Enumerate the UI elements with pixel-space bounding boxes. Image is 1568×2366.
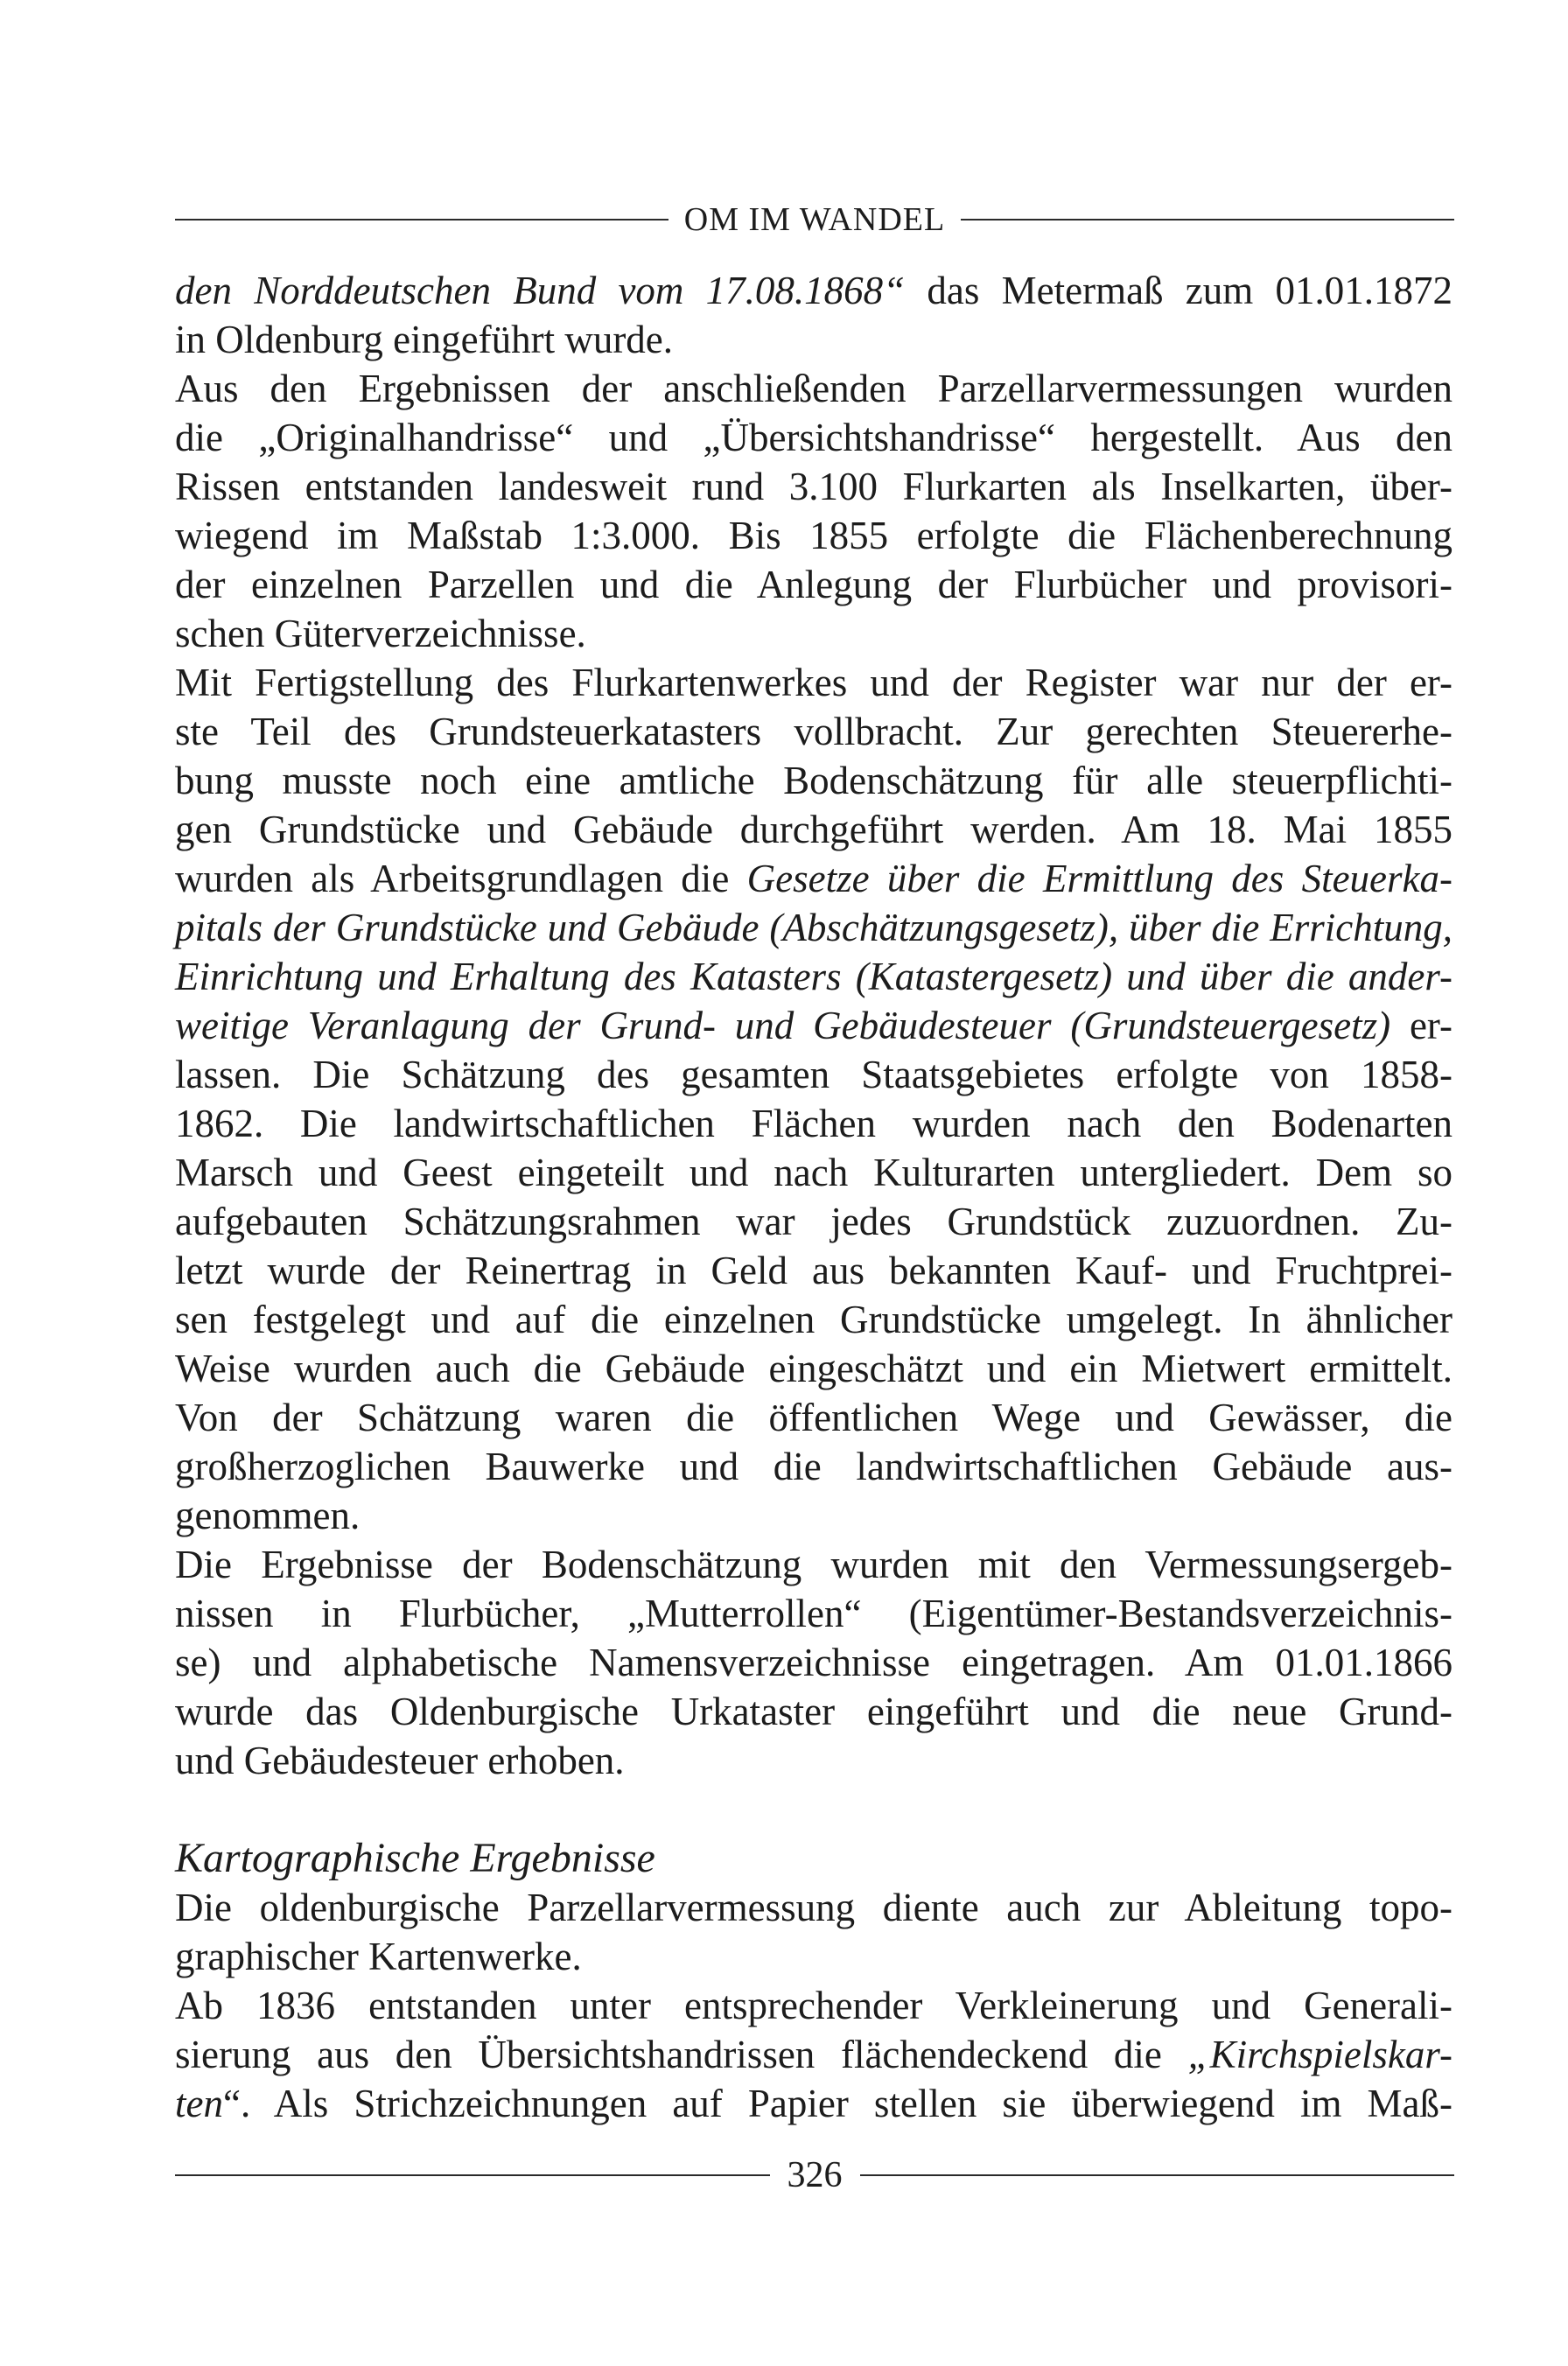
paragraph-1 <box>175 266 1452 364</box>
text-line: Rissen entstanden landesweit rund 3.100 Flurkarten als Inselkarten, über- <box>175 465 1452 508</box>
italic-law-title: Gesetze über die Ermittlung des Steuerka- <box>746 857 1452 900</box>
text-line: großherzoglichen Bauwerke und die landwirtschaftlichen Gebäude aus- <box>175 1445 1452 1488</box>
text-line: wiegend im Maßstab 1:3.000. Bis 1855 erfolgte die Flächenberechnung <box>175 514 1452 557</box>
italic-law-title: pitals der Grundstücke und Gebäude (Abschätzungsgesetz), über die Errichtung, <box>175 906 1452 949</box>
text-line: die „Originalhandrisse“ und „Übersichtshandrisse“ hergestellt. Aus den <box>175 416 1452 459</box>
page-number: 326 <box>787 2155 843 2195</box>
footer-rule-right <box>860 2174 1455 2176</box>
text-line: 1862. Die landwirtschaftlichen Flächen wurden nach den Bodenarten <box>175 1102 1452 1145</box>
italic-law-title: Einrichtung und Erhaltung des Katasters (Katastergesetz) und über die ander- <box>175 955 1452 998</box>
text-line: genommen. <box>175 1494 360 1537</box>
paragraph-2 <box>175 364 1452 658</box>
paragraph-5 <box>175 1883 1452 1981</box>
text-line: ten“. Als Strichzeichnungen auf Papier stellen sie überwiegend im Maß- <box>175 2082 1452 2125</box>
text-line: aufgebauten Schätzungsrahmen war jedes Grundstück zuzuordnen. Zu- <box>175 1200 1452 1243</box>
text-line: weitige Veranlagung der Grund- und Gebäudesteuer (Grundsteuergesetz) er- <box>175 1004 1452 1047</box>
running-header <box>175 198 1454 242</box>
text-line: sen festgelegt und auf die einzelnen Grundstücke umgelegt. In ähnlicher <box>175 1298 1452 1341</box>
running-title: OM IM WANDEL <box>683 201 946 238</box>
section-spacer <box>175 1785 1452 1834</box>
text-line: wurde das Oldenburgische Urkataster eingeführt und die neue Grund- <box>175 1690 1452 1733</box>
page-footer <box>175 2151 1454 2200</box>
italic-citation: den Norddeutschen Bund vom 17.08.1868“ <box>175 269 906 312</box>
header-rule-left <box>175 219 668 220</box>
text-line <box>175 952 1452 1001</box>
text-line <box>175 903 1452 952</box>
text-line: und Gebäudesteuer erhoben. <box>175 1739 625 1782</box>
text-line: wurden als Arbeitsgrundlagen die Gesetze über die Ermittlung des Steuerka- <box>175 857 1452 900</box>
text-line: Marsch und Geest eingeteilt und nach Kulturarten untergliedert. Dem so <box>175 1151 1452 1194</box>
text-line: schen Güterverzeichnisse. <box>175 612 586 655</box>
text-line: gen Grundstücke und Gebäude durchgeführt werden. Am 18. Mai 1855 <box>175 808 1452 851</box>
text-line: Weise wurden auch die Gebäude eingeschätzt und ein Mietwert ermittelt. <box>175 1347 1452 1390</box>
text-line: in Oldenburg eingeführt wurde. <box>175 318 674 361</box>
text-line: se) und alphabetische Namensverzeichnisse eingetragen. Am 01.01.1866 <box>175 1641 1452 1684</box>
footer-rule-left <box>175 2174 770 2176</box>
text-line: ste Teil des Grundsteuerkatasters vollbracht. Zur gerechten Steuererhe- <box>175 710 1452 753</box>
text-line: Aus den Ergebnissen der anschließenden Parzellarvermessungen wurden <box>175 367 1452 410</box>
section-heading: Kartographische Ergebnisse <box>175 1835 655 1881</box>
text-line: graphischer Kartenwerke. <box>175 1935 582 1978</box>
text-line: Mit Fertigstellung des Flurkartenwerkes und der Register war nur der er- <box>175 661 1452 704</box>
text-line: Die Ergebnisse der Bodenschätzung wurden mit den Vermessungsergeb- <box>175 1543 1452 1586</box>
paragraph-6 <box>175 1981 1452 2128</box>
body-text <box>175 266 1452 2128</box>
text-line: lassen. Die Schätzung des gesamten Staatsgebietes erfolgte von 1858- <box>175 1053 1452 1096</box>
paragraph-3 <box>175 658 1452 1540</box>
text-line: der einzelnen Parzellen und die Anlegung der Flurbücher und provisori- <box>175 563 1452 606</box>
header-rule-right <box>961 219 1454 220</box>
text-line: Von der Schätzung waren die öffentlichen Wege und Gewässer, die <box>175 1396 1452 1439</box>
text-line: Ab 1836 entstanden unter entsprechender Verkleinerung und Generali- <box>175 1984 1452 2027</box>
text-line: letzt wurde der Reinertrag in Geld aus bekannten Kauf- und Fruchtprei- <box>175 1249 1452 1292</box>
text-line: bung musste noch eine amtliche Bodenschätzung für alle steuerpflichti- <box>175 759 1452 802</box>
text-line: sierung aus den Übersichtshandrissen flächendeckend die „Kirchspielskar- <box>175 2033 1452 2076</box>
text-line: den Norddeutschen Bund vom 17.08.1868“ das Metermaß zum 01.01.1872 <box>175 269 1452 312</box>
text-line: nissen in Flurbücher, „Mutterrollen“ (Eigentümer-Bestandsverzeichnis- <box>175 1592 1452 1635</box>
paragraph-4 <box>175 1540 1452 1785</box>
italic-law-title: weitige Veranlagung der Grund- und Gebäudesteuer (Grundsteuergesetz) <box>175 1004 1391 1047</box>
italic-term: ten <box>175 2082 223 2125</box>
italic-term: „Kirchspielskar- <box>1187 2033 1452 2076</box>
text-line: Die oldenburgische Parzellarvermessung diente auch zur Ableitung topo- <box>175 1886 1452 1929</box>
